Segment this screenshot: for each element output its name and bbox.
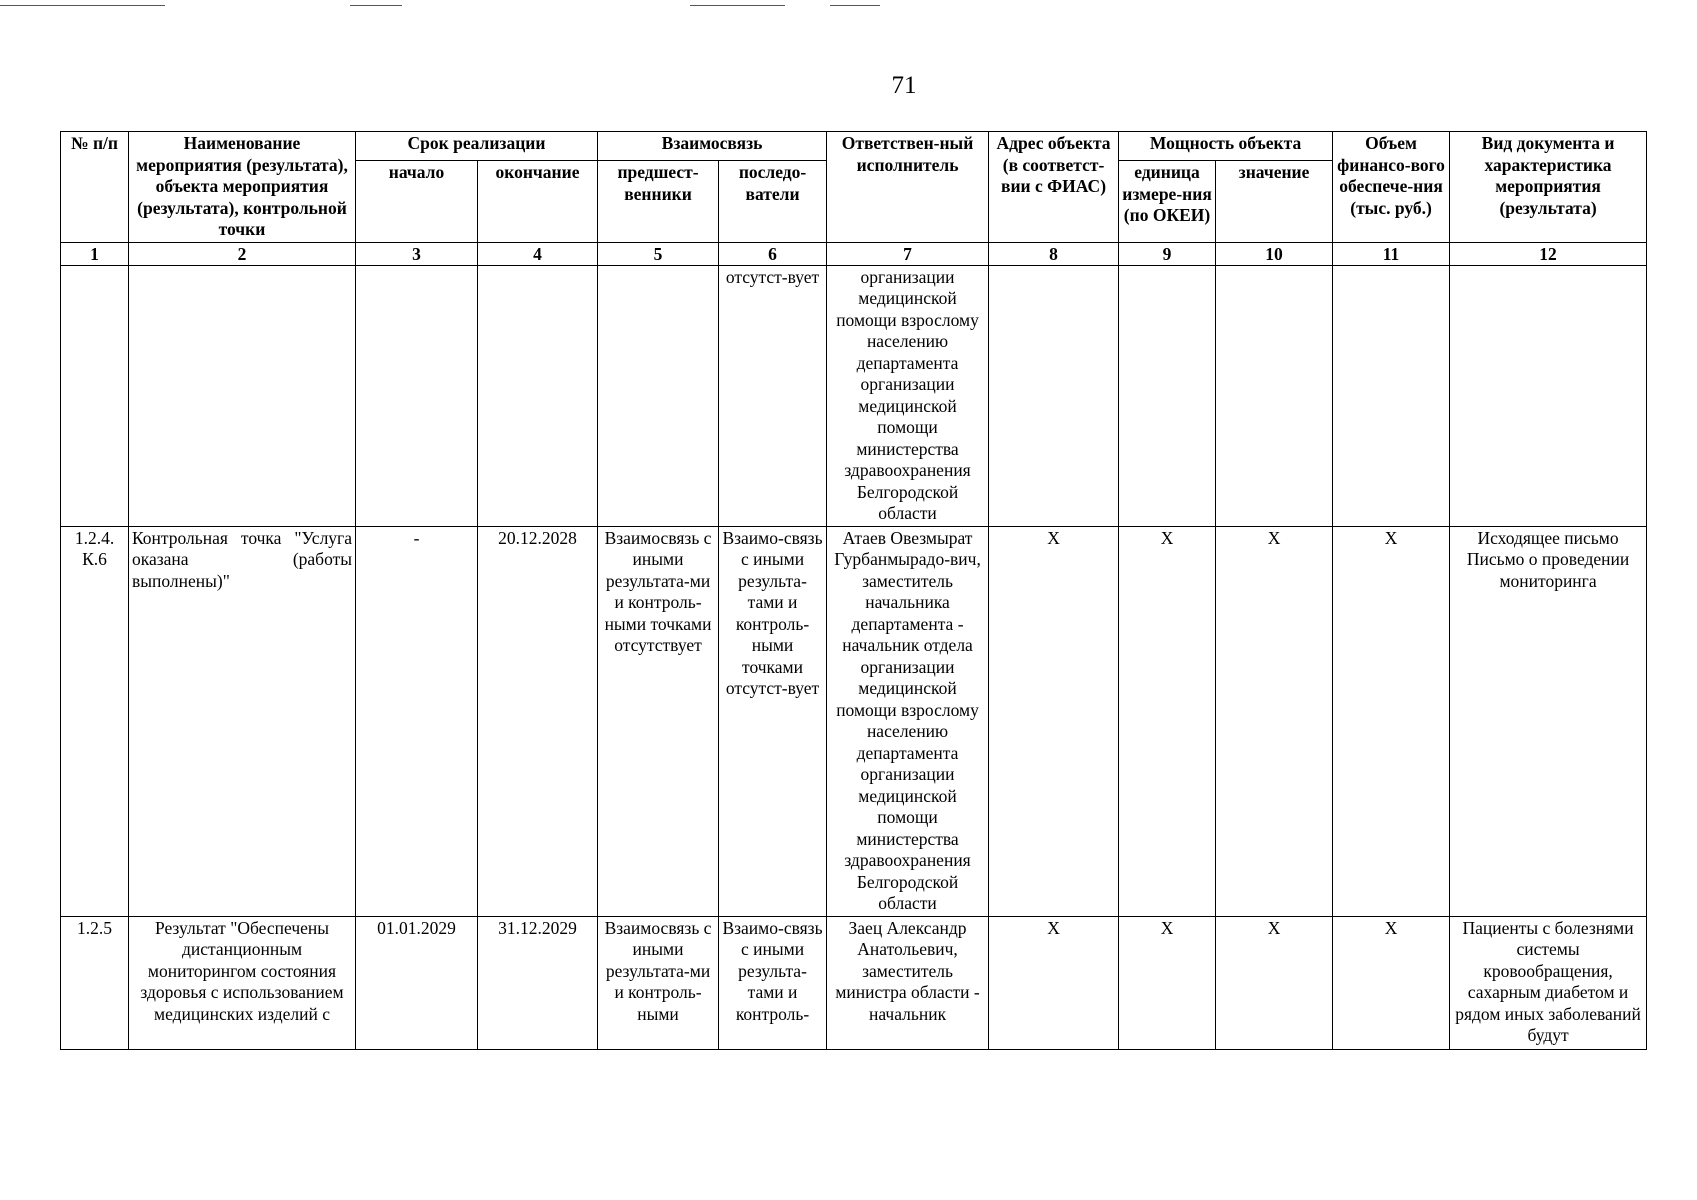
header-term-group: Срок реализации xyxy=(356,132,598,161)
scan-edge-line xyxy=(830,5,880,6)
column-number: 1 xyxy=(61,242,129,265)
cell-start xyxy=(356,265,478,526)
cell-doc xyxy=(1450,916,1647,1049)
cell-start xyxy=(356,916,478,1049)
header-term-start: начало xyxy=(356,161,478,242)
cell-prev xyxy=(598,265,719,526)
scan-edge-line xyxy=(0,5,165,6)
header-address: Адрес объекта (в соответст-вии с ФИАС) xyxy=(989,132,1119,243)
cell-text: 01.01.2029 xyxy=(377,917,456,938)
column-number: 11 xyxy=(1333,242,1450,265)
cell-prev: Взаимосвязь с иными результата-ми и контроль-ными точками отсутствует xyxy=(598,526,719,916)
cell-text: Х xyxy=(1047,917,1060,938)
cell-address xyxy=(989,916,1119,1049)
cell-start: - xyxy=(356,526,478,916)
cell-end xyxy=(478,916,598,1049)
column-number: 5 xyxy=(598,242,719,265)
cell-doc xyxy=(1450,265,1647,526)
table-row xyxy=(61,265,1647,526)
cell-end xyxy=(478,265,598,526)
cell-address xyxy=(989,265,1119,526)
header-link-next: последо-ватели xyxy=(719,161,827,242)
header-link-prev: предшест-венники xyxy=(598,161,719,242)
column-number: 8 xyxy=(989,242,1119,265)
cell-text: Результат "Обеспечены дистанционным мониторингом состояния здоровья с использованием медицинских изделий с xyxy=(140,917,344,1024)
cell-unit xyxy=(1119,916,1216,1049)
header-name: Наименование мероприятия (результата), объекта мероприятия (результата), контрольной точки xyxy=(129,132,356,243)
cell-finance xyxy=(1333,916,1450,1049)
cell-address: Х xyxy=(989,526,1119,916)
cell-unit: Х xyxy=(1119,526,1216,916)
cell-text: Х xyxy=(1160,917,1174,938)
page-number: 71 xyxy=(891,72,917,99)
column-number: 7 xyxy=(827,242,989,265)
cell-doc: Исходящее письмо Письмо о проведении мониторинга xyxy=(1450,526,1647,916)
header-capacity-group: Мощность объекта xyxy=(1119,132,1333,161)
header-link-group: Взаимосвязь xyxy=(598,132,827,161)
cell-next xyxy=(719,916,827,1049)
header-capacity-unit: единица измере-ния (по ОКЕИ) xyxy=(1119,161,1216,242)
scan-edge-line xyxy=(350,5,402,6)
cell-responsible: организации медицинской помощи взрослому населению департамента организации медицинской помощи министерства здравоохранения Белгородской области xyxy=(827,265,989,526)
plan-table xyxy=(60,131,1647,1050)
cell-text: Взаимосвязь с иными результата-ми и контроль-ными xyxy=(604,917,712,1024)
header-responsible: Ответствен-ный исполнитель xyxy=(827,132,989,243)
header-capacity-value: значение xyxy=(1216,161,1333,242)
cell-next: отсутст-вует xyxy=(719,265,827,526)
column-number: 3 xyxy=(356,242,478,265)
cell-finance: Х xyxy=(1333,526,1450,916)
header-row xyxy=(61,132,1647,161)
header-no: № п/п xyxy=(61,132,129,243)
cell-name xyxy=(129,265,356,526)
cell-next: Взаимо-связь с иными результа-тами и контроль-ными точками отсутст-вует xyxy=(719,526,827,916)
column-number: 10 xyxy=(1216,242,1333,265)
cell-value xyxy=(1216,916,1333,1049)
cell-text: Пациенты с болезнями системы кровообращения, сахарным диабетом и рядом иных заболеваний будут xyxy=(1455,917,1641,1045)
cell-value xyxy=(1216,265,1333,526)
table-row xyxy=(61,526,1647,916)
cell-text: 31.12.2029 xyxy=(498,917,577,938)
cell-finance xyxy=(1333,265,1450,526)
cell-text: Взаимо-связь с иными результа-тами и контроль- xyxy=(722,917,823,1024)
scan-edge-line xyxy=(690,5,785,6)
table-row xyxy=(61,916,1647,1049)
cell-end: 20.12.2028 xyxy=(478,526,598,916)
header-finance: Объем финансо-вого обеспече-ния (тыс. руб.) xyxy=(1333,132,1450,243)
column-number: 12 xyxy=(1450,242,1647,265)
cell-no xyxy=(61,265,129,526)
header-term-end: окончание xyxy=(478,161,598,242)
cell-responsible xyxy=(827,916,989,1049)
cell-value: Х xyxy=(1216,526,1333,916)
cell-no: 1.2.4. К.6 xyxy=(61,526,129,916)
cell-text: 1.2.5 xyxy=(77,917,112,938)
column-number-row xyxy=(61,242,1647,265)
cell-unit xyxy=(1119,265,1216,526)
cell-text: Х xyxy=(1384,917,1398,938)
cell-text: Х xyxy=(1267,917,1281,938)
cell-name xyxy=(129,916,356,1049)
cell-text: Заец Александр Анатольевич, заместитель министра области - начальник xyxy=(835,917,980,1024)
column-number: 6 xyxy=(719,242,827,265)
column-number: 9 xyxy=(1119,242,1216,265)
cell-responsible: Атаев Овезмырат Гурбанмырадо-вич, заместитель начальника департамента - начальник отдела организации медицинской помощи взрослому населению департамента организации медицинской помощи министерства здравоохранения Белгородской области xyxy=(827,526,989,916)
header-doc: Вид документа и характеристика мероприятия (результата) xyxy=(1450,132,1647,243)
column-number: 4 xyxy=(478,242,598,265)
column-number: 2 xyxy=(129,242,356,265)
cell-prev xyxy=(598,916,719,1049)
cell-no xyxy=(61,916,129,1049)
cell-name: Контрольная точка "Услуга оказана (работы выполнены)" xyxy=(129,526,356,916)
